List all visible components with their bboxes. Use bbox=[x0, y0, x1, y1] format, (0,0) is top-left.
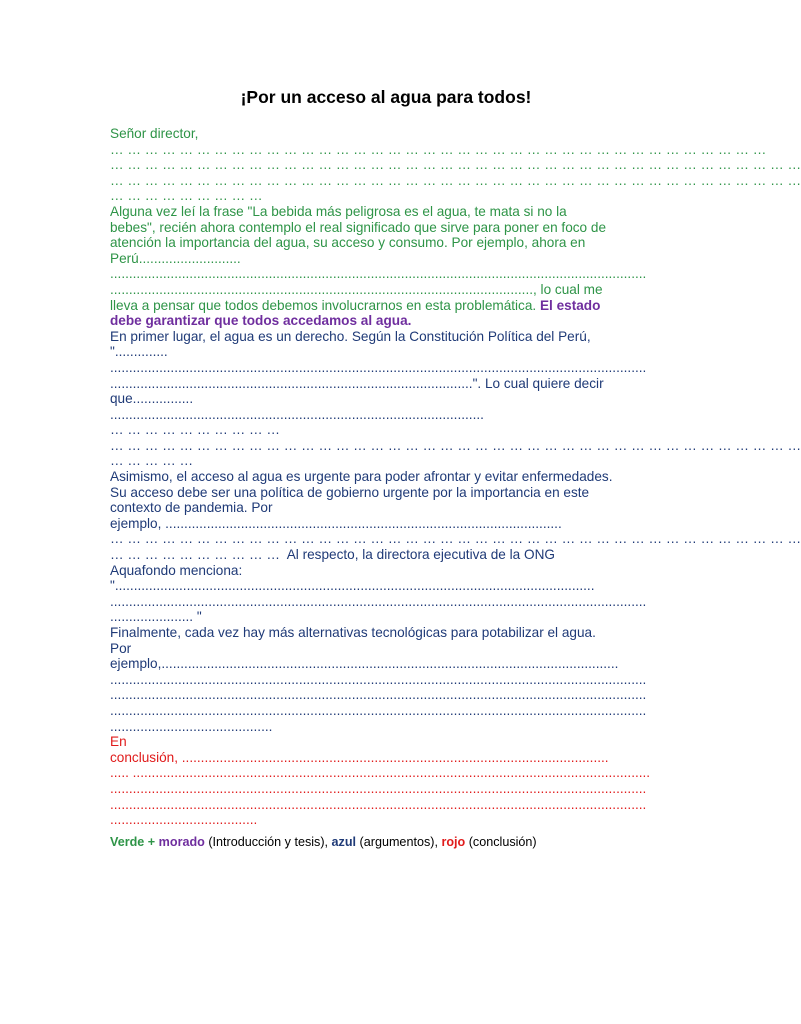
intro-text-line: bebes", recién ahora contemplo el real significado que sirve para poner en foco de bbox=[110, 219, 607, 235]
argument-line: ejemplo,......................................................................................................................... bbox=[110, 656, 619, 672]
placeholder-dots-line: .............................................................................................................................................. bbox=[110, 593, 647, 609]
argument-line: contexto de pandemia. Por bbox=[110, 500, 273, 516]
color-legend bbox=[110, 834, 658, 850]
conclusion-line: conclusión, ................................................................................................................. bbox=[110, 749, 609, 765]
placeholder-dots-line: … … … … … … … … … … … … … … … … … … … … … … … … … … … … … … … … … … … … … … … … bbox=[110, 437, 801, 453]
argument-line: ................................................................................................". Lo cual quiere decir bbox=[110, 375, 604, 391]
argument-line: En primer lugar, el agua es un derecho. Según la Constitución Política del Perú, bbox=[110, 328, 591, 344]
placeholder-dots-line: … … … … … … … … … … … … … … … … … … … … … … … … … … … … … … … … … … … … … … … … bbox=[110, 172, 801, 188]
legend-arg-desc: (argumentos), bbox=[356, 834, 442, 849]
placeholder-dots-line: .............................................................................................................................................. bbox=[110, 671, 647, 687]
placeholder-dots-line: ....................................... bbox=[110, 812, 258, 828]
argument-line: ".............. bbox=[110, 344, 168, 360]
argument-section-2 bbox=[110, 469, 801, 625]
legend-concl-desc: (conclusión) bbox=[465, 834, 537, 849]
placeholder-dots-line: … … … … … … … … … … … … … … … … … … … … … … … … … … … … … … … … … … … … … … … … bbox=[110, 157, 801, 173]
legend-rojo: rojo bbox=[441, 834, 466, 849]
legend-azul: azul bbox=[331, 834, 357, 849]
argument-line: Aquafondo menciona: bbox=[110, 562, 243, 578]
placeholder-dots-line: .............................................................................................................................................. bbox=[110, 687, 647, 703]
thesis-text-segment: El estado bbox=[539, 297, 601, 313]
argument-line: que................ bbox=[110, 391, 194, 407]
argument-line: ...................... " bbox=[110, 609, 202, 625]
placeholder-dots-line: .............................................................................................................................................. bbox=[110, 796, 647, 812]
legend-morado: morado bbox=[158, 834, 205, 849]
intro-text-line: Alguna vez leí la frase "La bebida más peligrosa es el agua, te mata si no la bbox=[110, 203, 567, 219]
placeholder-dots-line: .............................................................................................................................................. bbox=[110, 780, 647, 796]
intro-text-line: Perú........................... bbox=[110, 250, 241, 266]
intro-section bbox=[110, 126, 801, 329]
conclusion-section bbox=[110, 734, 658, 828]
argument-line: … … … … … … … … … … Al respecto, la directora ejecutiva de la ONG bbox=[110, 547, 555, 563]
argument-line: ejemplo, ......................................................................................................... bbox=[110, 515, 562, 531]
placeholder-dots-line: … … … … … … … … … … bbox=[110, 422, 280, 438]
thesis-line: debe garantizar que todos accedamos al agua. bbox=[110, 313, 412, 329]
argument-line: Su acceso debe ser una política de gobierno urgente por la importancia en este bbox=[110, 484, 590, 500]
intro-text-segment: lleva a pensar que todos debemos involucrarnos en esta problemática. bbox=[110, 297, 540, 313]
document-title: ¡Por un acceso al agua para todos! bbox=[240, 87, 532, 107]
placeholder-dots-line: .............................................................................................................................................. bbox=[110, 702, 647, 718]
intro-text-line: ................................................................................................................, lo cual me bbox=[110, 281, 603, 297]
argument-section-1 bbox=[110, 328, 801, 469]
placeholder-dots-line: … … … … … … … … … … … … … … … … … … … … … … … … … … … … … … … … … … … … … … … … bbox=[110, 531, 801, 547]
placeholder-dots-line: .............................................................................................................................................. bbox=[110, 359, 647, 375]
placeholder-dots-line: ................................................................................................... bbox=[110, 406, 484, 422]
argument-section-3 bbox=[110, 625, 658, 734]
placeholder-dots-line: ..... ......................................................................................................................................... bbox=[110, 765, 651, 781]
placeholder-dots-line: … … … … … bbox=[110, 453, 194, 469]
conclusion-line: En bbox=[110, 734, 127, 750]
argument-line: Asimismo, el acceso al agua es urgente para poder afrontar y evitar enfermedades. bbox=[110, 469, 613, 485]
legend-intro-desc: (Introducción y tesis), bbox=[204, 834, 332, 849]
legend-plus: + bbox=[144, 834, 159, 849]
placeholder-dots-line: ........................................... bbox=[110, 718, 273, 734]
greeting-line: Señor director, bbox=[110, 126, 199, 141]
legend-verde: Verde bbox=[110, 834, 145, 849]
placeholder-dots-line: … … … … … … … … … bbox=[110, 188, 263, 204]
intro-text-line: atención la importancia del agua, su acceso y consumo. Por ejemplo, ahora en bbox=[110, 235, 586, 251]
argument-line: Finalmente, cada vez hay más alternativas tecnológicas para potabilizar el agua. bbox=[110, 625, 596, 640]
argument-line: Por bbox=[110, 640, 132, 656]
argument-line: "............................................................................................................................... bbox=[110, 578, 595, 594]
intro-thesis-line bbox=[110, 298, 658, 314]
placeholder-dots-line: … … … … … … … … … … … … … … … … … … … … … … … … … … … … … … … … … … … … … … bbox=[110, 141, 767, 157]
placeholder-dots-line: .............................................................................................................................................. bbox=[110, 266, 647, 282]
document-page bbox=[110, 86, 801, 850]
